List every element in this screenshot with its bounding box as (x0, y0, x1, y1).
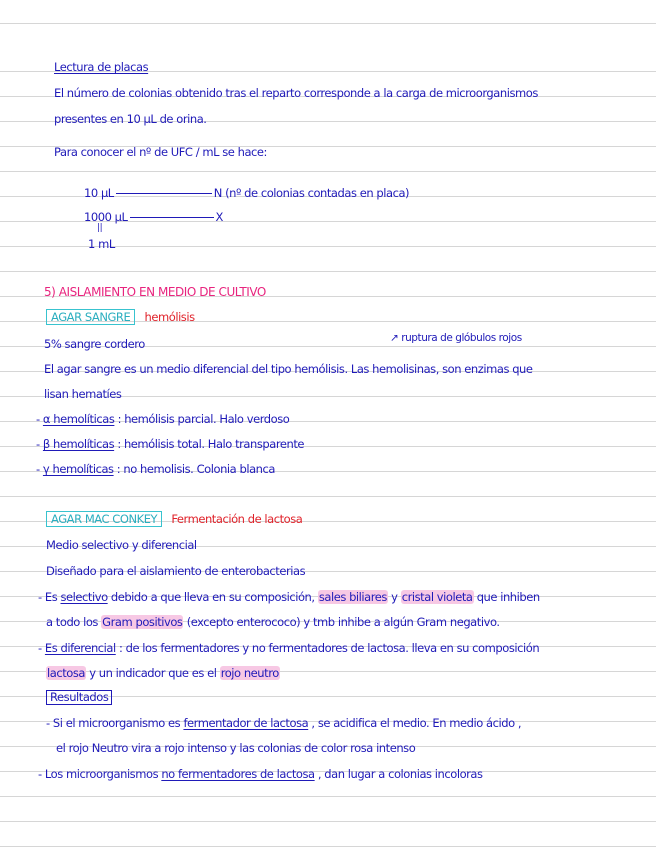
bullet-selectivo-cont: a todo los Gram positivos (excepto enterococo) y tmb inhibe a algún Gram negativo. (46, 615, 500, 629)
note-line: Para conocer el nº de UFC / mL se hace: (54, 145, 267, 159)
resultado-1-cont: el rojo Neutro vira a rojo intenso y las colonias de color rosa intenso (56, 741, 416, 755)
bullet-gamma: - γ hemolíticas : no hemolisis. Colonia blanca (36, 462, 275, 476)
formula-right-1: N (nº de colonias contadas en placa) (213, 186, 410, 200)
formula-arrow-line (130, 217, 214, 218)
bullet-desc: : no hemolisis. Colonia blanca (113, 462, 275, 476)
annotation-globulos: ↗ ruptura de glóbulos rojos (390, 332, 522, 344)
formula-right-2: X (215, 210, 223, 224)
agar-sangre-box: AGAR SANGRE (46, 309, 135, 325)
bullet-selectivo: - Es selectivo debido a que lleva en su composición, sales biliares y cristal violeta que inhiben (38, 590, 540, 604)
resultados-row (46, 690, 112, 705)
resultado-1: - Si el microorganismo es fermentador de lactosa , se acidifica el medio. En medio ácido , (46, 716, 522, 730)
bullet-alfa: - α hemolíticas : hemólisis parcial. Halo verdoso (36, 412, 290, 426)
bullet-desc: : hemólisis parcial. Halo verdoso (114, 412, 290, 426)
note-line: 5% sangre cordero (44, 337, 145, 351)
note-line: presentes en 10 µL de orina. (54, 112, 207, 126)
bullet-beta: - β hemolíticas : hemólisis total. Halo transparente (36, 437, 305, 451)
equals-mark: || (97, 223, 103, 233)
resultado-2: - Los microorganismos no fermentadores de lactosa , dan lugar a colonias incoloras (38, 767, 483, 781)
agar-macconkey-row (46, 511, 302, 527)
note-line: El agar sangre es un medio diferencial del tipo hemólisis. Las hemolisinas, son enzimas que (44, 362, 533, 376)
formula-arrow-line (116, 193, 212, 194)
note-line: Diseñado para el aislamiento de enterobacterias (46, 564, 306, 578)
formula-line-2 (84, 210, 223, 224)
bullet-term: γ hemolíticas (42, 462, 114, 476)
formula-left-2: 1000 µL (84, 210, 128, 224)
agar-sangre-row (46, 309, 195, 325)
bullet-term: β hemolíticas (42, 437, 115, 451)
note-line: lisan hematíes (44, 387, 122, 401)
agar-macconkey-box: AGAR MAC CONKEY (46, 511, 162, 527)
formula-left-1: 10 µL (84, 186, 114, 200)
agar-sangre-subtitle: hemólisis (144, 310, 195, 324)
formula-unit: 1 mL (88, 237, 115, 251)
bullet-diferencial-cont: lactosa y un indicador que es el rojo neutro (47, 666, 279, 680)
bullet-desc: : hemólisis total. Halo transparente (114, 437, 305, 451)
bullet-term: α hemolíticas (42, 412, 115, 426)
note-line: Medio selectivo y diferencial (46, 538, 197, 552)
agar-macconkey-subtitle: Fermentación de lactosa (171, 512, 303, 526)
note-line: El número de colonias obtenido tras el reparto corresponde a la carga de microorganismos (54, 86, 538, 100)
formula-line-1 (84, 186, 409, 200)
heading-aislamiento: 5) AISLAMIENTO EN MEDIO DE CULTIVO (44, 285, 266, 299)
heading-lectura-placas: Lectura de placas (54, 60, 149, 74)
resultados-box: Resultados (46, 690, 112, 705)
bullet-diferencial: - Es diferencial : de los fermentadores y no fermentadores de lactosa. lleva en su composición (38, 641, 540, 655)
